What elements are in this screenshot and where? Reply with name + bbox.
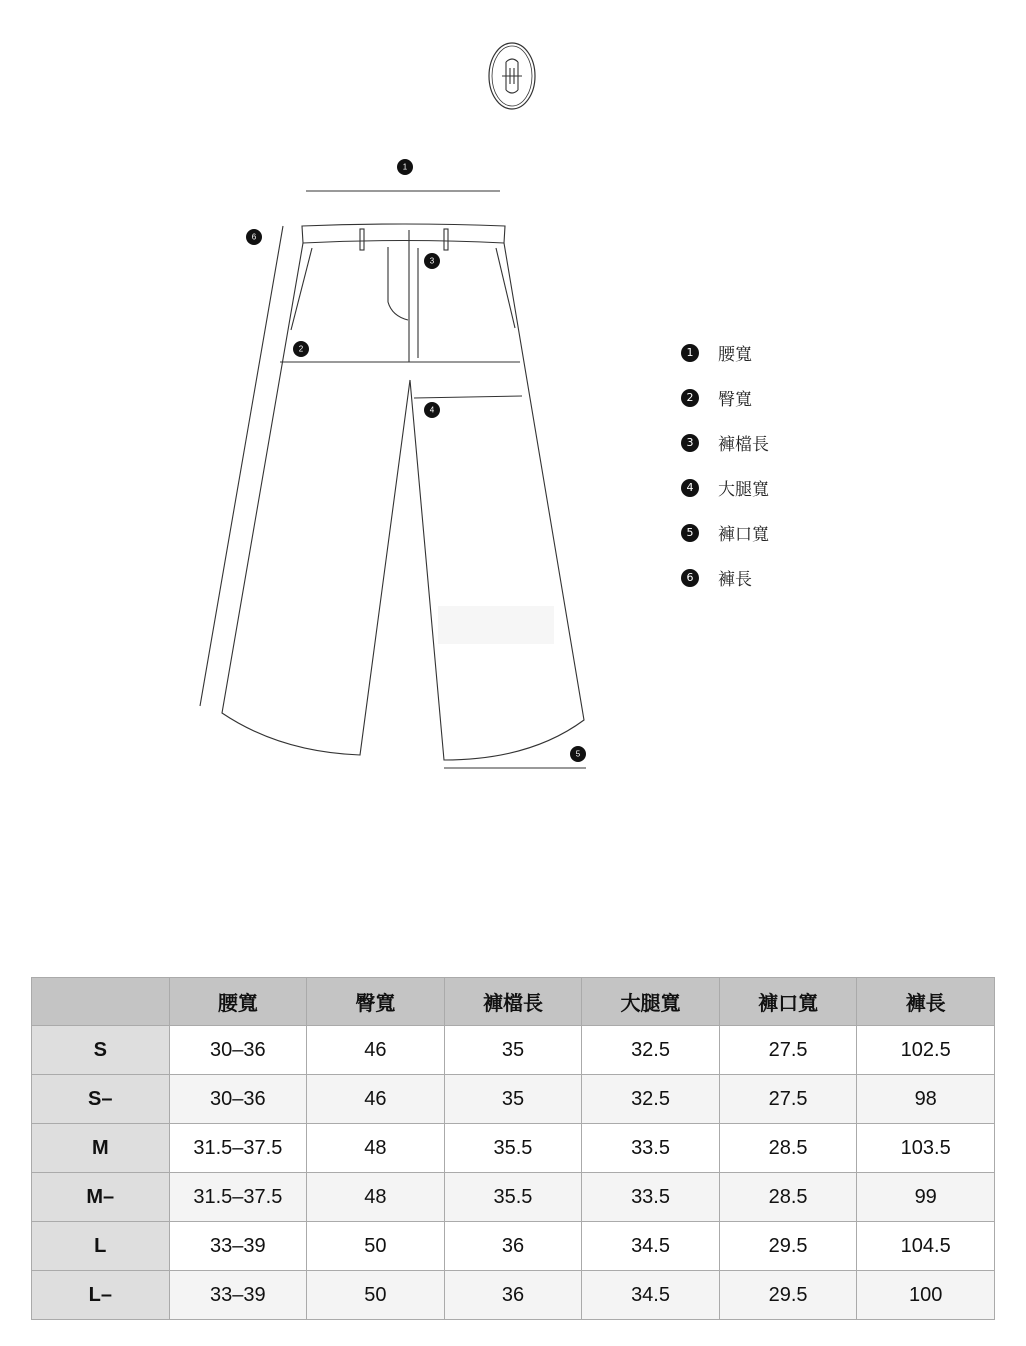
value-cell: 30–36 (169, 1026, 307, 1075)
legend-number: 3 (681, 434, 699, 452)
legend-label: 腰寬 (718, 345, 752, 365)
value-cell: 33.5 (582, 1173, 720, 1222)
measurement-legend (681, 330, 769, 600)
legend-number: 5 (681, 524, 699, 542)
svg-text:6: 6 (251, 232, 257, 242)
value-cell: 50 (307, 1271, 445, 1320)
header-size (32, 978, 170, 1026)
size-chart-table (31, 977, 995, 1320)
value-cell: 35.5 (444, 1173, 582, 1222)
size-cell: L (32, 1222, 170, 1271)
value-cell: 35.5 (444, 1124, 582, 1173)
table-row (32, 1173, 995, 1222)
legend-number: 4 (681, 479, 699, 497)
value-cell: 102.5 (857, 1026, 995, 1075)
header-waist: 腰寬 (169, 978, 307, 1026)
header-length: 褲長 (857, 978, 995, 1026)
header-hem: 褲口寬 (719, 978, 857, 1026)
value-cell: 29.5 (719, 1271, 857, 1320)
value-cell: 33–39 (169, 1222, 307, 1271)
legend-item-waist (681, 330, 769, 375)
value-cell: 33–39 (169, 1271, 307, 1320)
right-leg-outline (410, 243, 584, 760)
thigh-measure-line (414, 396, 522, 398)
marker-3 (424, 253, 440, 269)
left-leg-outline (222, 243, 410, 755)
value-cell: 50 (307, 1222, 445, 1271)
legend-item-rise (681, 420, 769, 465)
legend-item-hip (681, 375, 769, 420)
value-cell: 98 (857, 1075, 995, 1124)
value-cell: 33.5 (582, 1124, 720, 1173)
svg-text:5: 5 (575, 749, 581, 759)
marker-2 (293, 341, 309, 357)
legend-item-length (681, 555, 769, 600)
value-cell: 104.5 (857, 1222, 995, 1271)
marker-4 (424, 402, 440, 418)
value-cell: 32.5 (582, 1026, 720, 1075)
value-cell: 30–36 (169, 1075, 307, 1124)
value-cell: 28.5 (719, 1173, 857, 1222)
legend-number: 1 (681, 344, 699, 362)
value-cell: 36 (444, 1271, 582, 1320)
legend-item-thigh (681, 465, 769, 510)
value-cell: 31.5–37.5 (169, 1124, 307, 1173)
svg-text:2: 2 (298, 344, 304, 354)
table-row (32, 1124, 995, 1173)
value-cell: 29.5 (719, 1222, 857, 1271)
value-cell: 46 (307, 1075, 445, 1124)
marker-1 (397, 159, 413, 175)
waistband (302, 224, 505, 243)
size-cell: M– (32, 1173, 170, 1222)
header-rise: 褲檔長 (444, 978, 582, 1026)
value-cell: 35 (444, 1026, 582, 1075)
legend-label: 褲口寬 (718, 525, 769, 545)
size-cell: S (32, 1026, 170, 1075)
table-row (32, 1026, 995, 1075)
svg-text:3: 3 (429, 256, 435, 266)
legend-label: 大腿寬 (718, 480, 769, 500)
length-measure-line (200, 226, 283, 706)
value-cell: 36 (444, 1222, 582, 1271)
legend-label: 褲長 (718, 570, 752, 590)
legend-number: 2 (681, 389, 699, 407)
legend-label: 褲檔長 (718, 435, 769, 455)
value-cell: 103.5 (857, 1124, 995, 1173)
table-row (32, 1222, 995, 1271)
value-cell: 27.5 (719, 1026, 857, 1075)
value-cell: 100 (857, 1271, 995, 1320)
value-cell: 35 (444, 1075, 582, 1124)
value-cell: 27.5 (719, 1075, 857, 1124)
legend-number: 6 (681, 569, 699, 587)
size-cell: S– (32, 1075, 170, 1124)
marker-6 (246, 229, 262, 245)
size-cell: M (32, 1124, 170, 1173)
marker-5 (570, 746, 586, 762)
value-cell: 48 (307, 1124, 445, 1173)
header-hip: 臀寬 (307, 978, 445, 1026)
value-cell: 99 (857, 1173, 995, 1222)
legend-item-hem (681, 510, 769, 555)
value-cell: 48 (307, 1173, 445, 1222)
value-cell: 34.5 (582, 1271, 720, 1320)
size-cell: L– (32, 1271, 170, 1320)
value-cell: 34.5 (582, 1222, 720, 1271)
value-cell: 32.5 (582, 1075, 720, 1124)
header-thigh: 大腿寬 (582, 978, 720, 1026)
table-row (32, 1271, 995, 1320)
table-row (32, 1075, 995, 1124)
table-header-row (32, 978, 995, 1026)
value-cell: 46 (307, 1026, 445, 1075)
svg-text:1: 1 (402, 162, 408, 172)
svg-text:4: 4 (429, 405, 435, 415)
legend-label: 臀寬 (718, 390, 752, 410)
value-cell: 31.5–37.5 (169, 1173, 307, 1222)
value-cell: 28.5 (719, 1124, 857, 1173)
